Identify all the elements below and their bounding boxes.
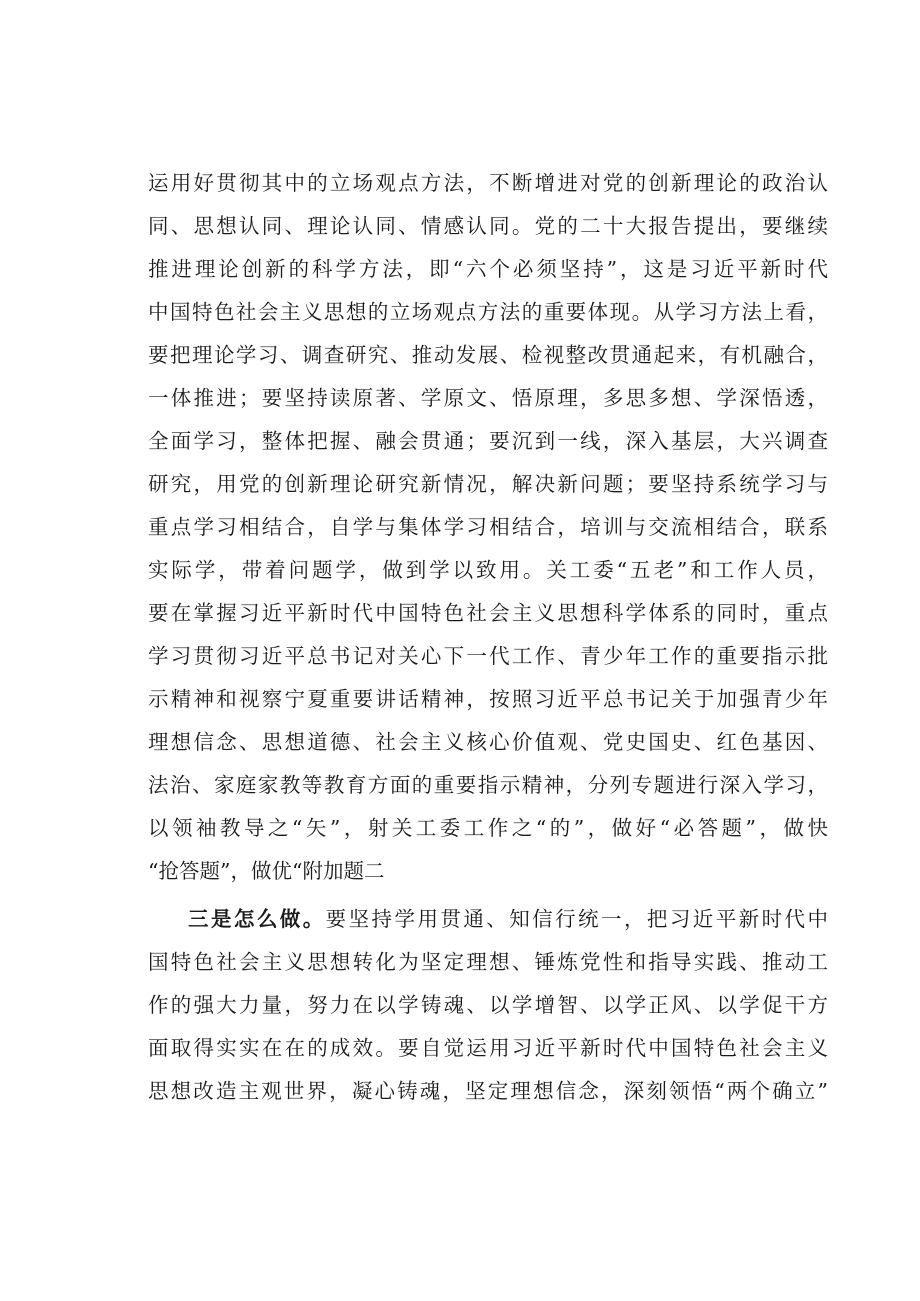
paragraph-line: 要在掌握习近平新时代中国特色社会主义思想科学体系的同时，重点 [148,601,828,625]
paragraph-line: 学习贯彻习近平总书记对关心下一代工作、青少年工作的重要指示批 [148,644,828,668]
paragraph-line: 研究，用党的创新理论研究新情况，解决新问题；要坚持系统学习与 [148,472,828,496]
paragraph-line: 中国特色社会主义思想的立场观点方法的重要体现。从学习方法上看， [148,300,828,324]
paragraph-line: “抢答题”，做优“附加题二 [148,859,385,883]
paragraph-line: 全面学习，整体把握、融会贯通；要沉到一线，深入基层，大兴调查 [148,429,828,453]
paragraph-line: 作的强大力量，努力在以学铸魂、以学增智、以学正风、以学促干方 [148,993,828,1017]
paragraph-line: 以领袖教导之“矢”，射关工委工作之“的”，做好“必答题”，做快 [148,816,828,840]
paragraph-line: 思想改造主观世界，凝心铸魂，坚定理想信念，深刻领悟“两个确立” [148,1079,828,1103]
paragraph-line: 推进理论创新的科学方法，即“六个必须坚持”，这是习近平新时代 [148,257,828,281]
paragraph-line: 面取得实实在在的成效。要自觉运用习近平新时代中国特色社会主义 [148,1036,828,1060]
paragraph-line: 国特色社会主义思想转化为坚定理想、锤炼党性和指导实践、推动工 [148,950,828,974]
first-line-rest: 要坚持学用贯通、知信行统一，把习近平新时代中 [325,907,829,931]
paragraph-line: 法治、家庭家教等教育方面的重要指示精神，分列专题进行深入学习， [148,773,828,797]
paragraph-line: 示精神和视察宁夏重要讲话精神，按照习近平总书记关于加强青少年 [148,687,828,711]
paragraph-line: 同、思想认同、理论认同、情感认同。党的二十大报告提出，要继续 [148,214,828,238]
paragraph-line: 实际学，带着问题学，做到学以致用。关工委“五老”和工作人员， [148,558,828,582]
paragraph-line: 理想信念、思想道德、社会主义核心价值观、党史国史、红色基因、 [148,730,828,754]
paragraph-line: 要把理论学习、调查研究、推动发展、检视整改贯通起来，有机融合， [148,343,828,367]
paragraph-line: 运用好贯彻其中的立场观点方法，不断增进对党的创新理论的政治认 [148,171,828,195]
paragraph-first-line [188,904,828,934]
paragraph-line: 一体推进；要坚持读原著、学原文、悟原理，多思多想、学深悟透， [148,386,828,410]
section-lead: 三是怎么做。 [188,907,326,931]
paragraph-line: 重点学习相结合，自学与集体学习相结合，培训与交流相结合，联系 [148,515,828,539]
